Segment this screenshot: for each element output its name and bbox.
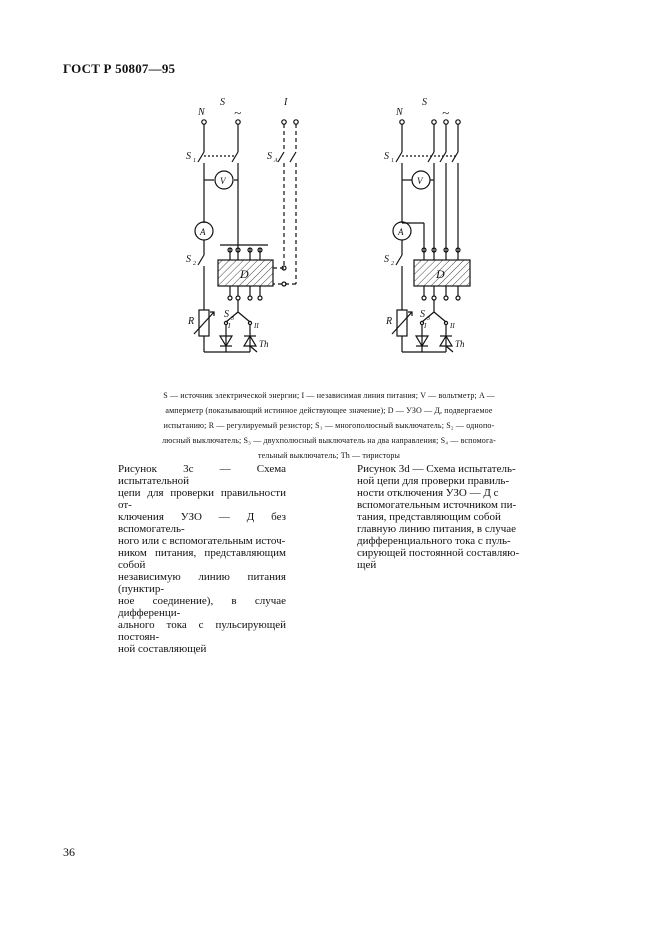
figure-legend [125, 388, 533, 463]
caption-line: ного или с вспомогательным источ- [118, 535, 286, 547]
caption-figure-3d [357, 463, 527, 571]
label-S1-sub: 1 [193, 158, 196, 164]
label-tilde: ~ [234, 105, 242, 120]
caption-line: дифференциального тока с пуль- [357, 535, 511, 547]
label-S3-sub: 3 [427, 316, 430, 322]
label-S2-sub: 2 [391, 261, 394, 267]
legend-line: S — источник электрической энергии; I — независимая линия питания; V — вольтметр; A — [163, 391, 495, 400]
caption-line: Рисунок 3d — Схема испытатель- [357, 463, 516, 475]
label-R: R [188, 316, 195, 327]
label-SA: S [267, 151, 272, 162]
label-N: N [198, 107, 205, 118]
legend-line: испытанию; R — регулируемый резистор; S₁ — многополюсный выключатель; S₂ — однопо- [163, 421, 495, 430]
label-S: S [220, 97, 225, 108]
label-S1: S [186, 151, 191, 162]
device-D-label: D [240, 267, 249, 281]
caption-line: ключения УЗО — Д без вспомогатель- [118, 511, 286, 535]
caption-line: ной составляющей [118, 643, 207, 655]
label-SA-sub: A [274, 158, 278, 164]
label-pos-I: I [228, 322, 231, 330]
label-S2-sub: 2 [193, 261, 196, 267]
label-S: S [422, 97, 427, 108]
label-pos-II: II [450, 322, 455, 330]
caption-line: ального тока с пульсирующей постоян- [118, 619, 286, 643]
figure-3c-schematic [180, 90, 310, 365]
caption-line: Рисунок 3с — Схема испытательной [118, 463, 286, 487]
ammeter-label: A [200, 227, 206, 237]
document-header: ГОСТ Р 50807—95 [63, 61, 176, 76]
label-S3: S [224, 309, 229, 320]
label-N: N [396, 107, 403, 118]
caption-line: ное соединение), в случае дифференци- [118, 595, 286, 619]
label-Th: Th [455, 339, 465, 349]
caption-line: вспомогательным источником пи- [357, 499, 517, 511]
caption-line: тания, представляющим собой [357, 511, 501, 523]
caption-line: сирующей постоянной составляю- [357, 547, 520, 559]
label-pos-II: II [254, 322, 259, 330]
ammeter-label: A [398, 227, 404, 237]
label-S1-sub: 1 [391, 158, 394, 164]
caption-line: ником питания, представляющим собой [118, 547, 286, 571]
caption-line: ности отключения УЗО — Д с [357, 487, 499, 499]
voltmeter-label: V [220, 176, 226, 186]
label-S3: S [420, 309, 425, 320]
caption-line: главную линию питания, в случае [357, 523, 517, 535]
caption-line: цепи для проверки правильности от- [118, 487, 286, 511]
label-R: R [386, 316, 393, 327]
label-tilde: ~ [442, 105, 450, 120]
label-Th: Th [259, 339, 269, 349]
caption-line: щей [357, 559, 377, 571]
label-S3-sub: 3 [231, 316, 234, 322]
device-D-label: D [436, 267, 445, 281]
voltmeter-label: V [417, 176, 423, 186]
caption-line: ной цепи для проверки правиль- [357, 475, 510, 487]
figure-3d-schematic [372, 90, 482, 365]
label-S2: S [384, 254, 389, 265]
caption-figure-3c [118, 463, 286, 655]
label-S1: S [384, 151, 389, 162]
page-number: 36 [63, 845, 75, 859]
caption-line: независимую линию питания (пунктир- [118, 571, 286, 595]
legend-line: тельный выключатель; Th — тиристоры [257, 451, 401, 460]
label-pos-I: I [424, 322, 427, 330]
legend-line: амперметр (показывающий истинное действующее значение); D — УЗО — Д, подвергаемое [165, 406, 493, 415]
label-I: I [284, 97, 288, 108]
legend-line: люсный выключатель; S₃ — двухполюсный выключатель на два направления; S₄ — вспомога- [162, 436, 496, 445]
label-S2: S [186, 254, 191, 265]
